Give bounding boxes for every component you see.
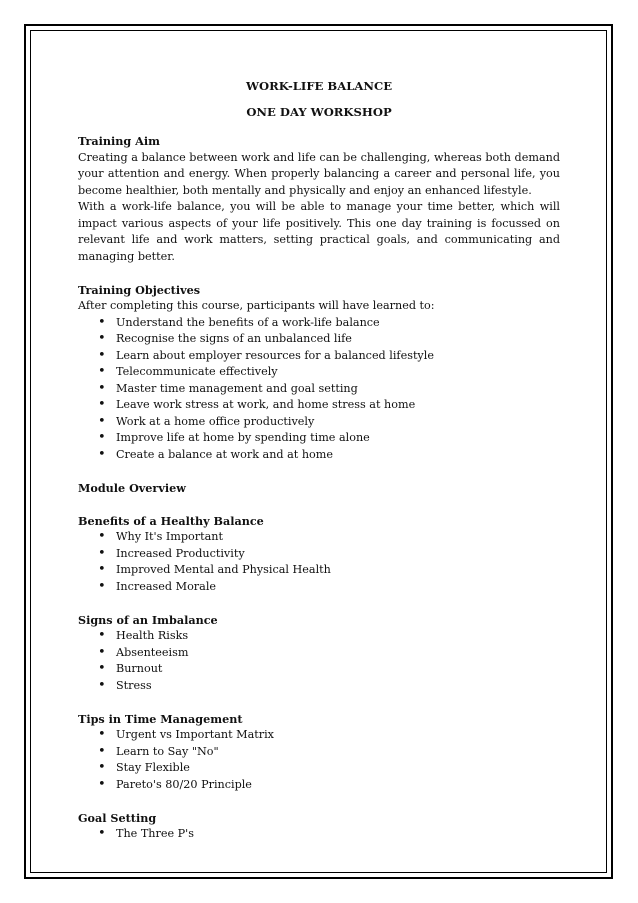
list-item: • Work at a home office productively <box>78 414 560 431</box>
module-overview-section <box>78 480 560 497</box>
list-item: • Leave work stress at work, and home stress at home <box>78 397 560 414</box>
training-objectives-section <box>78 282 560 464</box>
module-topics-list <box>78 826 560 843</box>
list-item: • Urgent vs Important Matrix <box>78 727 560 744</box>
list-item: • Learn about employer resources for a balanced lifestyle <box>78 348 560 365</box>
module-topics-list <box>78 727 560 793</box>
document-subtitle: ONE DAY WORKSHOP <box>246 104 392 119</box>
list-item: • Understand the benefits of a work-life balance <box>78 315 560 332</box>
list-item: • Burnout <box>78 661 560 678</box>
list-item: • Increased Productivity <box>78 546 560 563</box>
training-aim-paragraph: With a work-life balance, you will be able to manage your time better, which will impact various aspects of your life positively. This one day training is focussed on relevant life and work matters, setting practical goals, and communicating and managing better. <box>78 200 560 263</box>
training-objectives-intro: After completing this course, participants will have learned to: <box>78 299 435 312</box>
list-item: • Telecommunicate effectively <box>78 364 560 381</box>
module-signs <box>78 612 560 695</box>
training-aim-section <box>78 133 560 265</box>
list-item: • Health Risks <box>78 628 560 645</box>
list-item: • Create a balance at work and at home <box>78 447 560 464</box>
list-item: • The Three P's <box>78 826 560 843</box>
training-aim-paragraph: Creating a balance between work and life can be challenging, whereas both demand your attention and energy. When properly balancing a career and personal life, you become healthier, both mentally and physically and enjoy an enhanced lifestyle. <box>78 150 560 197</box>
list-item: • Improve life at home by spending time alone <box>78 430 560 447</box>
module-heading: Tips in Time Management <box>78 711 243 726</box>
module-heading: Goal Setting <box>78 810 157 825</box>
title-block <box>78 78 560 120</box>
document-body <box>78 78 560 859</box>
module-topics-list <box>78 628 560 694</box>
document-title: WORK-LIFE BALANCE <box>245 79 393 93</box>
module-overview-heading: Module Overview <box>78 480 186 495</box>
list-item: • Pareto's 80/20 Principle <box>78 777 560 794</box>
module-benefits <box>78 513 560 596</box>
module-heading: Signs of an Imbalance <box>78 612 218 627</box>
list-item: • Absenteeism <box>78 645 560 662</box>
list-item: • Stress <box>78 678 560 695</box>
list-item: • Recognise the signs of an unbalanced life <box>78 331 560 348</box>
list-item: • Why It's Important <box>78 529 560 546</box>
module-time-management <box>78 711 560 794</box>
module-heading: Benefits of a Healthy Balance <box>78 513 264 528</box>
list-item: • Master time management and goal setting <box>78 381 560 398</box>
list-item: • Improved Mental and Physical Health <box>78 562 560 579</box>
module-goal-setting <box>78 810 560 843</box>
training-aim-heading: Training Aim <box>78 134 160 148</box>
training-objectives-heading: Training Objectives <box>78 282 201 297</box>
module-topics-list <box>78 529 560 595</box>
objectives-list <box>78 315 560 464</box>
list-item: • Learn to Say "No" <box>78 744 560 761</box>
list-item: • Increased Morale <box>78 579 560 596</box>
list-item: • Stay Flexible <box>78 760 560 777</box>
